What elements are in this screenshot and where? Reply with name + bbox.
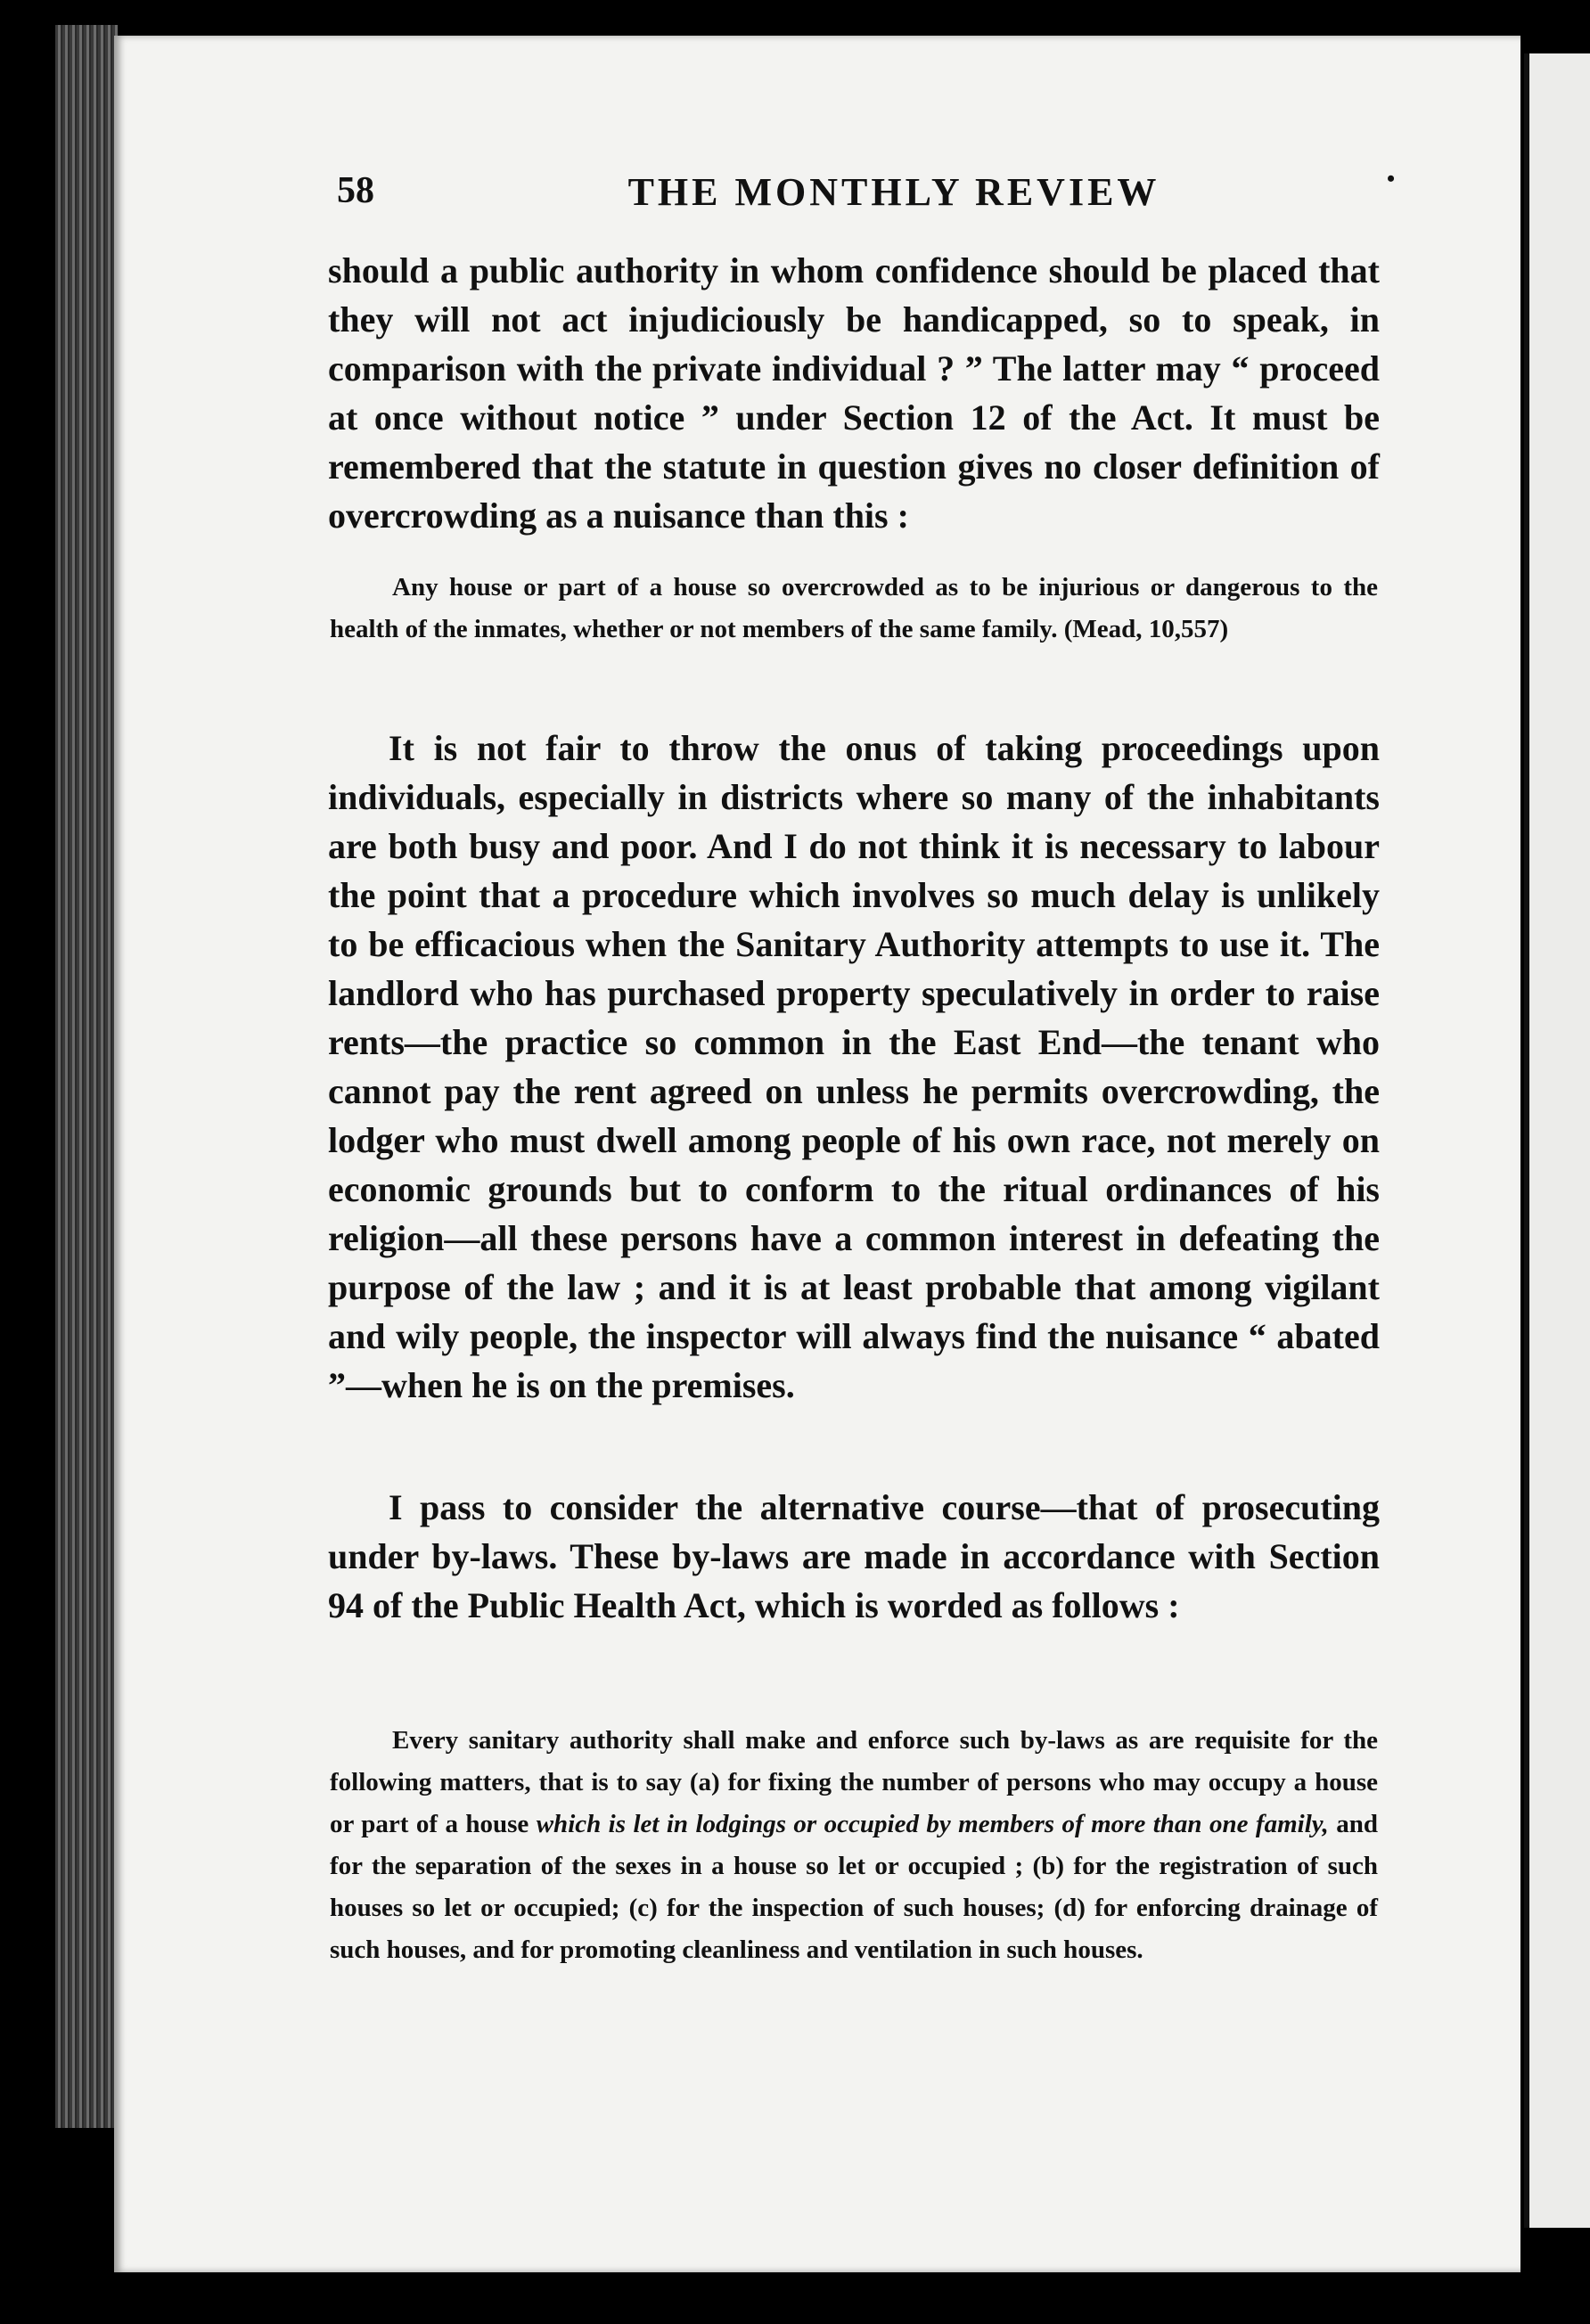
- quote-text-part-1: Every sanitary authority shall make and enforce such by-laws as are requisite for the following matters, that is to say (a) for fixing the number of persons who may occupy a house or part of a house: [330, 1726, 1378, 1838]
- facing-page-edge: [1524, 53, 1590, 2228]
- paragraph-by-laws: I pass to consider the alternative course—that of prosecuting under by-laws. These by-laws are made in accordance with Section 94 of the Public Health Act, which is worded as follows :: [328, 1487, 1380, 1625]
- quote-text-italic: which is let in lodgings or occupied by members of more than one family,: [536, 1810, 1329, 1838]
- page-header: [337, 169, 1380, 223]
- paragraph-onus: It is not fair to throw the onus of taking proceedings upon individuals, especially in districts where so many of the inhabitants are both busy and poor. And I do not think it is necessary to labour the point that a procedure which involves so much delay is unlikely to be efficacious when the Sanitary Authority attempts to use it. The landlord who has purchased property speculatively in order to raise rents—the practice so common in the East End—the tenant who cannot pay the rent agreed on unless he permits overcrowding, the lodger who must dwell among people of his own race, not merely on economic grounds but to conform to the ritual ordinances of his religion—all these persons have a common interest in defeating the purpose of the law ; and it is at least probable that among vigilant and wily people, the inspector will always find the nuisance “ abated ”—when he is on the premises.: [328, 728, 1380, 1405]
- paragraph-continuation: should a public authority in whom confidence should be placed that they will not act injudiciously be handicapped, so to speak, in comparison with the private individual ? ” The latter may “ proceed at once without notice ” under Section 12 of the Act. It must be remembered that the statute in question gives no closer definition of overcrowding as a nuisance than this :: [328, 250, 1380, 536]
- page-number: 58: [337, 170, 374, 211]
- book-page-edges: [55, 25, 118, 2128]
- block-quote-section-94: [330, 1720, 1378, 1971]
- block-quote-definition: Any house or part of a house so overcrowded as to be injurious or dangerous to the health of the inmates, whether or not members of the same family. (Mead, 10,557): [330, 573, 1378, 643]
- running-head: THE MONTHLY REVIEW: [627, 170, 1160, 214]
- printing-speck: •: [1387, 166, 1396, 192]
- quote-text-part-2: and for the separation of the sexes in a house so let or occupied ; (b) for the registration of such houses so let or occupied; (c) for the inspection of such houses; (d) for enforcing drainage of such houses, and for promoting cleanliness and ventilation in such houses.: [330, 1810, 1378, 1964]
